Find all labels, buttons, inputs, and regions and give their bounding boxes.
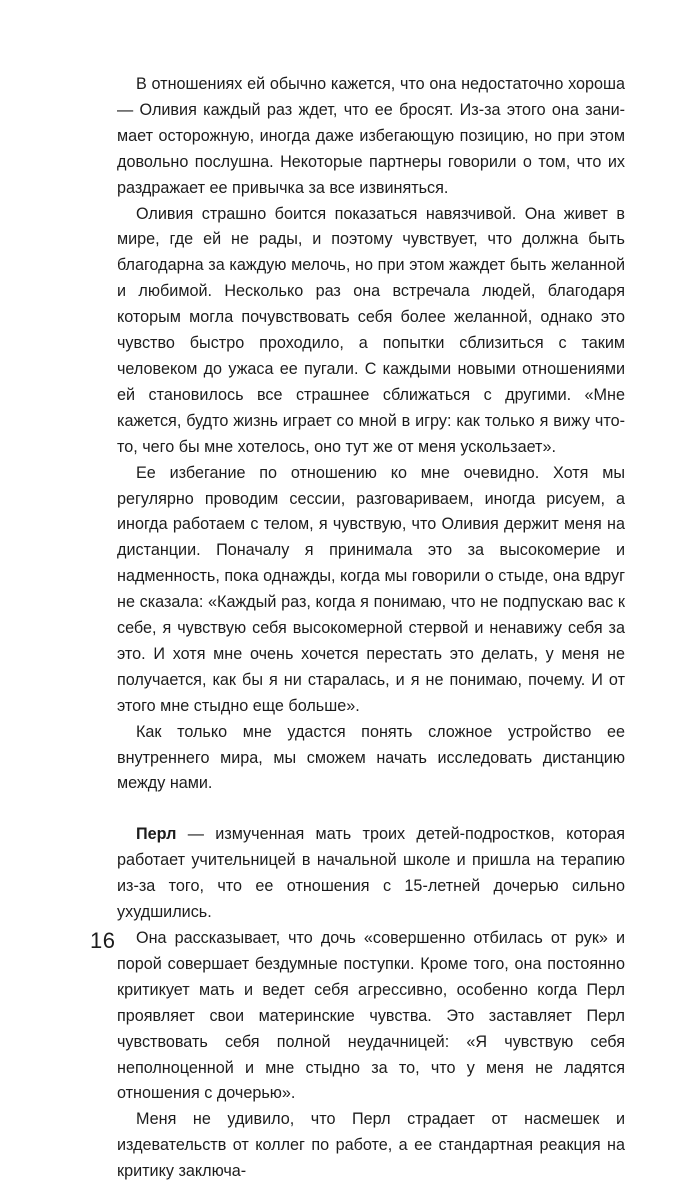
- paragraph-7-text: Меня не удивило, что Перл страдает от насмешек и издевательств от коллег по работе, а ее стандартная реакция на критику заключа-: [117, 1110, 625, 1181]
- paragraph-6: [117, 926, 625, 1107]
- paragraph-4-text: Как только мне удастся понять сложное устройство ее внутреннего мира, мы сможем начать исследовать дистанцию между нами.: [117, 722, 625, 793]
- paragraph-5: [117, 822, 625, 926]
- paragraph-5-text: — измученная мать троих детей-подростков, которая работает учительницей в начальной школе и пришла на терапию из-за того, что ее отношения с 15-летней дочерью сильно ухудшились.: [117, 825, 625, 922]
- paragraph-5-lead-name: Перл: [136, 825, 177, 844]
- paragraph-3: [117, 461, 625, 720]
- paragraph-2: [117, 202, 625, 461]
- paragraph-7: [117, 1107, 625, 1185]
- paragraph-2-text: Оливия страшно боится показаться навязчивой. Она живет в мире, где ей не рады, и поэтому чувствует, что должна быть благодарна за каждую мелочь, но при этом жаждет быть желанной и любимой. Несколько раз она встречала людей, благодаря которым могла почувствовать себя более желанной, однако это чувство быстро проходило, а попытки сблизиться с таким человеком до ужаса ее пугали. С каждыми новыми отношениями ей становилось все страшнее сближаться с другими. «Мне кажется, будто жизнь играет со мной в игру: как только я вижу что-то, чего бы мне хотелось, оно тут же от меня ускользает».: [117, 204, 625, 456]
- paragraph-3-text: Ее избегание по отношению ко мне очевидно. Хотя мы регулярно проводим сессии, разговариваем, иногда рисуем, а иногда работаем с телом, я чувствую, что Оливия держит меня на дистанции. Поначалу я принимала это за высокомерие и надменность, пока однажды, когда мы говорили о стыде, она вдруг не сказала: «Каждый раз, когда я понимаю, что не подпускаю вас к себе, я чувствую себя высокомерной стервой и ненавижу себя за это. И хотя мне очень хочется перестать это делать, у меня не получается, как бы я ни старалась, и я не понимаю, почему. И от этого мне стыдно еще больше».: [117, 463, 625, 715]
- paragraph-1: [117, 72, 625, 202]
- paragraph-4: [117, 720, 625, 798]
- paragraph-6-text: Она рассказывает, что дочь «совершенно отбилась от рук» и порой совершает бездумные поступки. Кроме того, она постоянно критикует мать и ведет себя агрессивно, особенно когда Перл проявляет свои материнские чувства. Это заставляет Перл чувствовать себя полной неудачницей: «Я чувствую себя неполноценной и мне стыдно за то, что у меня не ладятся отношения с дочерью».: [117, 929, 625, 1103]
- paragraph-1-text: В отношениях ей обычно кажется, что она недостаточно хороша — Оливия каждый раз ждет, что ее бросят. Из-за этого она занимает осторожную, иногда даже избегающую позицию, но при этом довольно послушна. Некоторые партнеры говорили о том, что их раздражает ее привычка за все извиняться.: [117, 75, 625, 197]
- page-number: 16: [90, 928, 116, 953]
- body-text: [117, 72, 625, 1185]
